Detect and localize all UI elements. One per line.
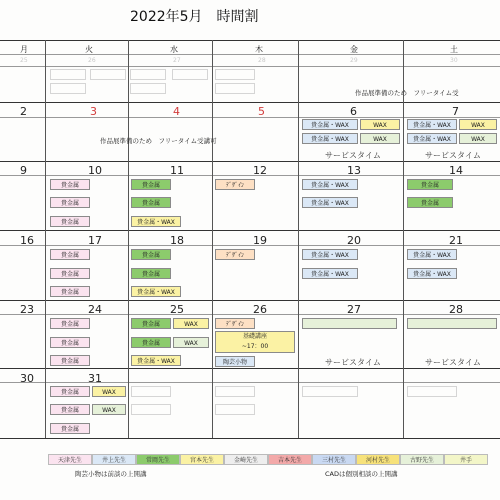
slot: 貴金属・WAX [302, 197, 358, 208]
ghost-date: 30 [450, 57, 458, 64]
slot: 貴金属 [131, 179, 171, 190]
date-number: 12 [253, 164, 267, 177]
date-number: 14 [449, 164, 463, 177]
date-number: 25 [170, 303, 184, 316]
slot: 貴金属 [50, 386, 90, 397]
faint-slot [131, 386, 171, 397]
legend-item: 三村先生 [312, 454, 356, 465]
slot: 陶芸小物 [215, 356, 255, 367]
legend-item: 金崎先生 [224, 454, 268, 465]
slot: ﾃﾞｻﾞｲﾝ [215, 179, 255, 190]
slot: 貴金属 [407, 197, 453, 208]
grid-line [0, 54, 500, 55]
faint-slot [215, 404, 255, 415]
date-number: 20 [347, 234, 361, 247]
slot: 貴金属 [131, 249, 171, 260]
slot: WAX [92, 404, 126, 415]
date-number: 24 [88, 303, 102, 316]
legend-item: 井上先生 [92, 454, 136, 465]
grid-line [45, 40, 46, 438]
page-title: 2022年5月 時間割 [130, 9, 259, 25]
footer-note-right: CADは個別相談の上開講 [325, 470, 398, 478]
date-number: 13 [347, 164, 361, 177]
grid-line [128, 40, 129, 438]
slot-kiso [215, 331, 295, 353]
legend-item: 常岡先生 [136, 454, 180, 465]
slot: 貴金属 [50, 249, 90, 260]
slot: 貴金属 [50, 268, 90, 279]
date-number: 11 [170, 164, 184, 177]
faint-slot [302, 386, 358, 397]
slot: WAX [459, 133, 497, 144]
grid-line [0, 117, 500, 118]
date-number: 28 [449, 303, 463, 316]
slot: 貴金属 [50, 404, 90, 415]
slot: 貴金属・WAX [302, 268, 358, 279]
date-number: 21 [449, 234, 463, 247]
slot: 貴金属・WAX [302, 179, 358, 190]
legend-item: 吉本先生 [268, 454, 312, 465]
ghost-date: 26 [88, 57, 96, 64]
slot: WAX [360, 133, 400, 144]
header-fri: 金 [350, 45, 358, 54]
grid-line [0, 175, 500, 176]
header-thu: 木 [255, 45, 263, 54]
faint-slot [131, 404, 171, 415]
grid-line [0, 245, 500, 246]
slot: 貴金属・WAX [407, 119, 457, 130]
grid-line [0, 438, 500, 439]
slot: 貴金属 [50, 423, 90, 434]
slot: 貴金属・WAX [302, 119, 358, 130]
slot: 貴金属・WAX [302, 133, 358, 144]
slot: 貴金属・WAX [407, 249, 457, 260]
grid-line [0, 230, 500, 231]
slot: 貴金属・WAX [131, 286, 181, 297]
date-number: 3 [90, 105, 97, 118]
date-number: 9 [20, 164, 27, 177]
date-number: 30 [20, 372, 34, 385]
date-number: 16 [20, 234, 34, 247]
date-number: 4 [173, 105, 180, 118]
ghost-date: 29 [350, 57, 358, 64]
slot: 貴金属・WAX [407, 268, 457, 279]
slot: WAX [92, 386, 126, 397]
faint-slot [407, 386, 457, 397]
header-sat: 土 [450, 45, 458, 54]
slot: 貴金属 [50, 318, 90, 329]
kiso-until: ~17：00 [241, 343, 269, 350]
faint-slot [130, 69, 166, 80]
date-number: 5 [258, 105, 265, 118]
slot: WAX [173, 337, 209, 348]
footer-note-left: 陶芸小物は前談の上開講 [75, 470, 147, 478]
faint-slot [172, 69, 208, 80]
legend-item: 古野先生 [400, 454, 444, 465]
ghost-date: 27 [173, 57, 181, 64]
slot: 貴金属・WAX [407, 133, 457, 144]
faint-slot [215, 69, 255, 80]
faint-slot [215, 386, 255, 397]
faint-slot [50, 69, 86, 80]
service-time: サービスタイム [425, 358, 481, 367]
slot: 貴金属 [131, 197, 171, 208]
slot: 貴金属・WAX [302, 249, 358, 260]
ghost-date: 25 [20, 57, 28, 64]
grid-line [0, 40, 500, 41]
date-number: 6 [350, 105, 357, 118]
header-mon: 月 [20, 45, 28, 54]
date-number: 26 [253, 303, 267, 316]
date-number: 10 [88, 164, 102, 177]
slot: WAX [173, 318, 209, 329]
slot: 貴金属 [50, 355, 90, 366]
grid-line [0, 66, 500, 67]
service-time: サービスタイム [325, 358, 381, 367]
grid-line [212, 40, 213, 438]
date-number: 31 [88, 372, 102, 385]
date-number: 7 [452, 105, 459, 118]
legend-item: 宮本先生 [180, 454, 224, 465]
grid-line [0, 382, 500, 383]
ghost-date: 28 [258, 57, 266, 64]
faint-slot [215, 83, 255, 94]
slot: 貴金属 [131, 268, 171, 279]
date-number: 18 [170, 234, 184, 247]
faint-slot [50, 83, 86, 94]
date-number: 2 [20, 105, 27, 118]
grid-line [0, 314, 500, 315]
date-number: 17 [88, 234, 102, 247]
slot: WAX [459, 119, 497, 130]
slot: ﾃﾞｻﾞｲﾝ [215, 318, 255, 329]
grid-line [298, 40, 299, 438]
slot [302, 318, 397, 329]
date-number: 27 [347, 303, 361, 316]
slot: ﾃﾞｻﾞｲﾝ [215, 249, 255, 260]
grid-line [0, 161, 500, 162]
grid-line [0, 368, 500, 369]
slot: 貴金属・WAX [131, 216, 181, 227]
header-wed: 水 [170, 45, 178, 54]
slot: 貴金属 [50, 197, 90, 208]
slot: 貴金属 [50, 337, 90, 348]
slot [407, 318, 497, 329]
slot: 貴金属・WAX [131, 355, 181, 366]
faint-slot [90, 69, 126, 80]
grid-line [0, 300, 500, 301]
slot: 貴金属 [50, 179, 90, 190]
date-number: 23 [20, 303, 34, 316]
grid-line [0, 102, 500, 103]
date-number: 19 [253, 234, 267, 247]
slot: 貴金属 [131, 318, 171, 329]
legend-item: 河村先生 [356, 454, 400, 465]
service-time: サービスタイム [425, 151, 481, 160]
faint-slot [130, 83, 166, 94]
header-tue: 火 [85, 45, 93, 54]
slot: 貴金属 [407, 179, 453, 190]
slot: WAX [360, 119, 400, 130]
service-time: サービスタイム [325, 151, 381, 160]
grid-line [403, 40, 404, 438]
legend-item: 井手 [444, 454, 488, 465]
kiso-label: 基礎講座 [242, 333, 267, 340]
slot: 貴金属 [131, 337, 171, 348]
legend-item: 天津先生 [48, 454, 92, 465]
slot: 貴金属 [50, 216, 90, 227]
prep-note-sat: 作品展準備のため フリータイム受 [355, 89, 459, 97]
slot: 貴金属 [50, 286, 90, 297]
prep-note: 作品展準備のため フリータイム受講可 [100, 137, 217, 145]
